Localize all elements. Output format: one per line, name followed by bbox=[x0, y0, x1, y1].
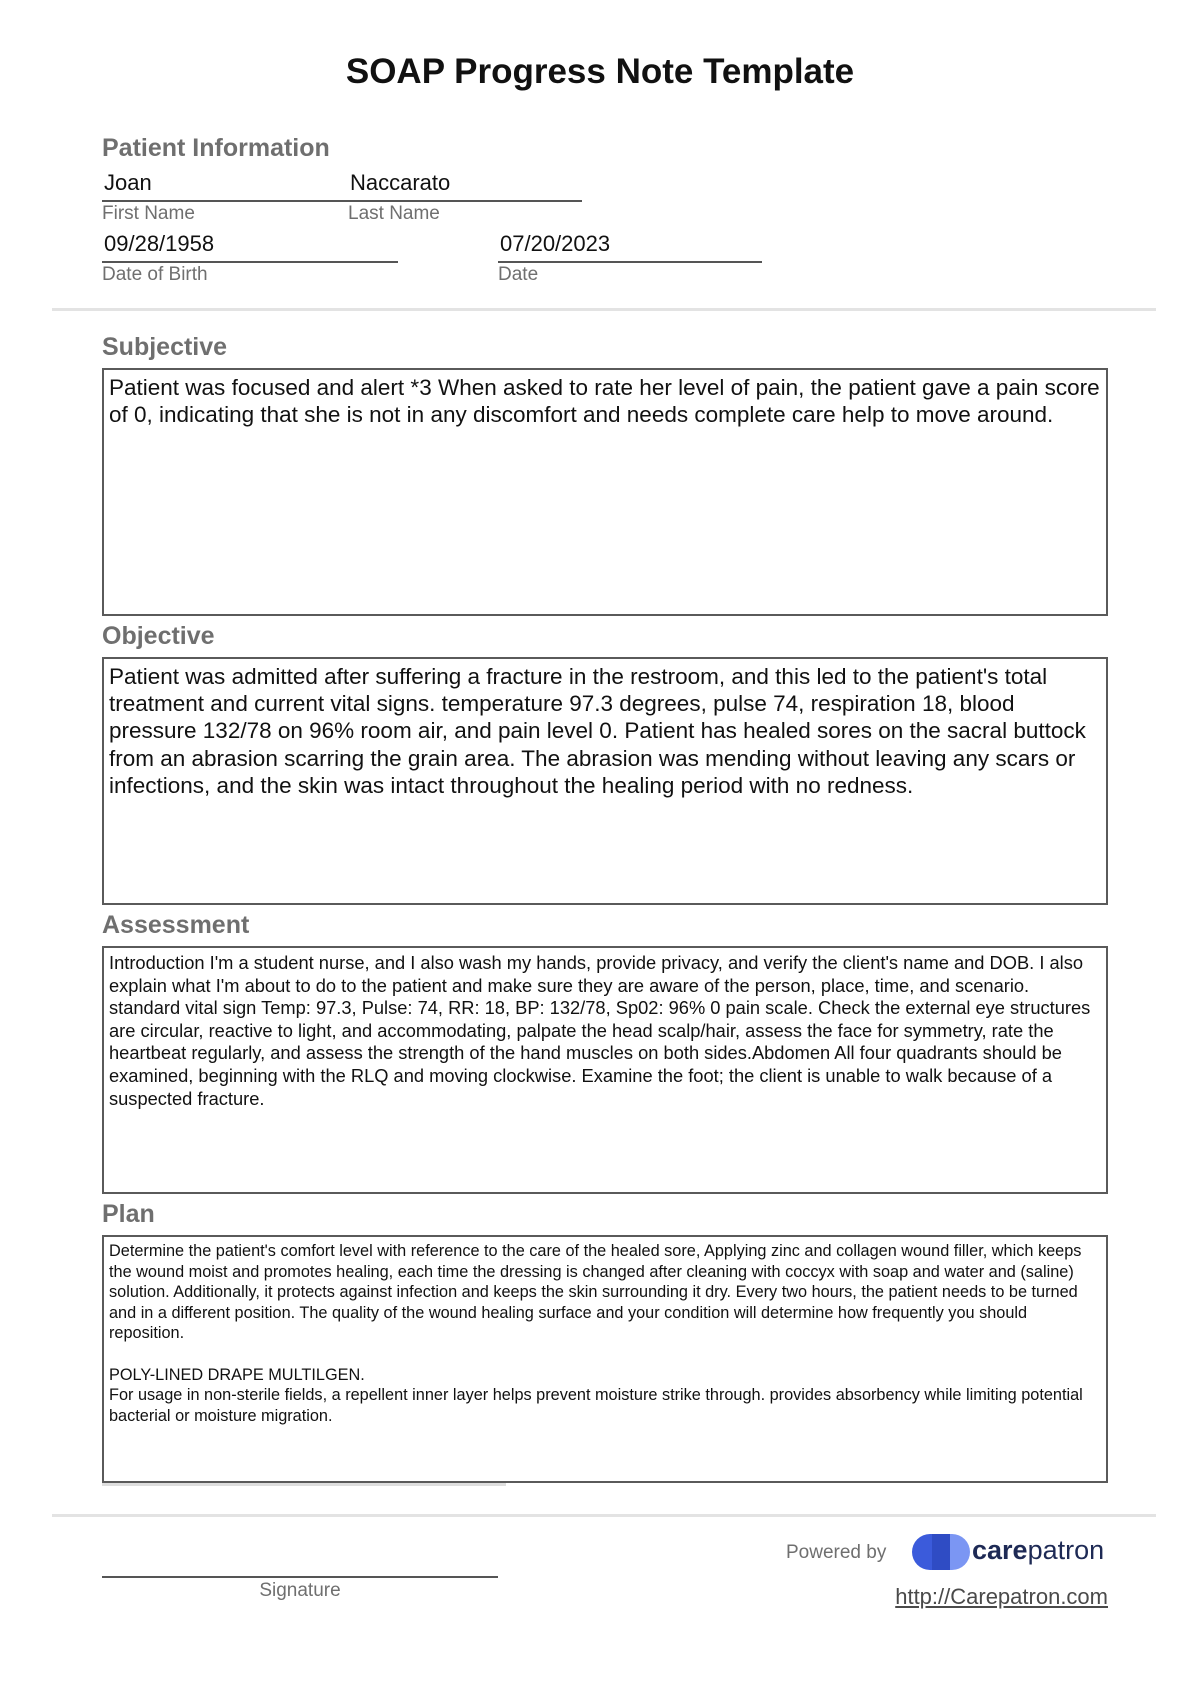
date-of-birth-value[interactable]: 09/28/1958 bbox=[104, 231, 215, 256]
first-name-caption: First Name bbox=[102, 203, 195, 224]
first-name-value[interactable]: Joan bbox=[104, 170, 152, 195]
powered-by-label: Powered by bbox=[786, 1542, 887, 1563]
patient-information-heading: Patient Information bbox=[102, 134, 330, 162]
carepatron-link[interactable]: http://Carepatron.com bbox=[895, 1584, 1108, 1609]
assessment-heading: Assessment bbox=[102, 911, 250, 939]
date-of-birth-caption: Date of Birth bbox=[102, 264, 208, 285]
signature-line[interactable] bbox=[102, 1576, 498, 1578]
plan-heading: Plan bbox=[102, 1200, 155, 1228]
brand-light: patron bbox=[1027, 1535, 1105, 1565]
assessment-textbox[interactable] bbox=[102, 946, 1108, 1194]
date-underline bbox=[498, 261, 762, 263]
name-underline bbox=[102, 200, 582, 202]
subjective-textbox[interactable] bbox=[102, 368, 1108, 616]
carepatron-logo-text bbox=[972, 1535, 1104, 1566]
page-title: SOAP Progress Note Template bbox=[345, 52, 855, 91]
date-caption: Date bbox=[498, 264, 539, 285]
decorative-rule bbox=[102, 1483, 506, 1486]
subjective-text: Patient was focused and alert *3 When asked to rate her level of pain, the patient gave a pain score of 0, indicating that she is not in any discomfort and needs complete care help to move around. bbox=[109, 375, 1100, 428]
date-value[interactable]: 07/20/2023 bbox=[500, 231, 611, 256]
signature-caption: Signature bbox=[259, 1580, 341, 1601]
last-name-value[interactable]: Naccarato bbox=[350, 170, 451, 195]
objective-text: Patient was admitted after suffering a fracture in the restroom, and this led to the patient's total treatment and current vital signs. temperature 97.3 degrees, pulse 74, respiration 18, blood pressure 132/78 on 96% room air, and pain level 0. Patient has healed sores on the sacral buttock from an abrasion scarring the grain area. The abrasion was mending without leaving any scars or infections, and the skin was intact throughout the healing period with no redness. bbox=[109, 664, 1086, 798]
section-divider bbox=[52, 308, 1156, 311]
assessment-text: Introduction I'm a student nurse, and I also wash my hands, provide privacy, and verify the client's name and DOB. I also explain what I'm about to do to the patient and make sure they are aware of the person, place, time, and scenario. standard vital sign Temp: 97.3, Pulse: 74, RR: 18, BP: 132/78, Sp02: 96% 0 pain scale. Check the external eye structures are circular, reactive to light, and accommodating, palpate the head scalp/hair, assess the face for symmetry, rate the heartbeat regularly, and assess the strength of the hand muscles on both sides.Abdomen All four quadrants should be examined, beginning with the RLQ and moving clockwise. Examine the foot; the client is unable to walk because of a suspected fracture. bbox=[109, 952, 1091, 1109]
objective-textbox[interactable] bbox=[102, 657, 1108, 905]
objective-heading: Objective bbox=[102, 622, 215, 650]
plan-product-name: POLY-LINED DRAPE MULTILGEN. bbox=[109, 1365, 365, 1384]
dob-underline bbox=[102, 261, 398, 263]
plan-paragraph: Determine the patient's comfort level with reference to the care of the healed sore, Applying zinc and collagen wound filler, which keeps the wound moist and promotes healing, each time the dressing is changed after cleaning with coccyx with soap and water and (saline) solution. Additionally, it protects against infection and keeps the skin surrounding it dry. Every two hours, the patient needs to be turned and in a different position. The quality of the wound healing surface and your condition will determine how frequently you should reposition. bbox=[109, 1242, 1082, 1343]
carepatron-logo-icon bbox=[912, 1532, 970, 1572]
brand-bold: care bbox=[972, 1535, 1028, 1565]
plan-spacer bbox=[109, 1344, 1102, 1365]
plan-product-description: For usage in non-sterile fields, a repellent inner layer helps prevent moisture strike through. provides absorbency while limiting potential bacterial or moisture migration. bbox=[109, 1386, 1083, 1425]
last-name-caption: Last Name bbox=[348, 203, 440, 224]
plan-textbox[interactable] bbox=[102, 1235, 1108, 1483]
subjective-heading: Subjective bbox=[102, 333, 228, 361]
footer-divider bbox=[52, 1514, 1156, 1517]
